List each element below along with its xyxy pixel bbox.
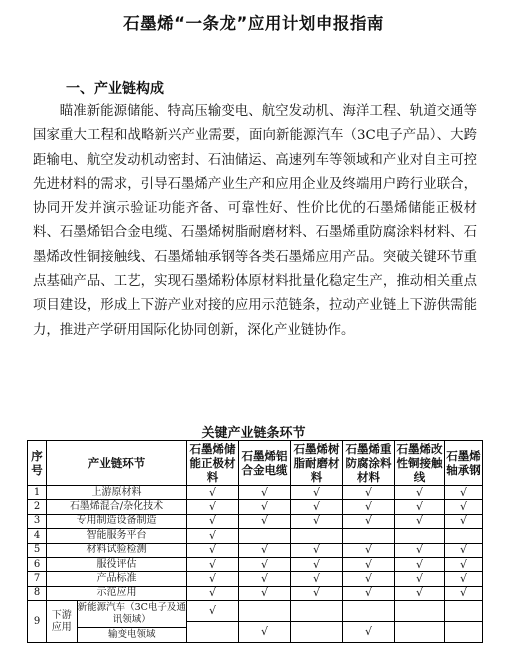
check-mark: √ bbox=[445, 514, 483, 528]
header-col-3: 石墨烯树脂耐磨材料 bbox=[291, 441, 343, 486]
check-mark bbox=[187, 622, 239, 643]
check-mark: √ bbox=[395, 572, 445, 586]
row-number: 3 bbox=[28, 514, 47, 528]
check-mark: √ bbox=[343, 514, 395, 528]
table-row bbox=[28, 514, 483, 528]
downstream-sub-label: 新能源汽车（3C电子及通讯领域） bbox=[77, 601, 186, 628]
check-mark: √ bbox=[395, 557, 445, 571]
check-mark: √ bbox=[343, 622, 395, 643]
check-mark: √ bbox=[187, 514, 239, 528]
check-mark: √ bbox=[343, 586, 395, 600]
table-row bbox=[28, 586, 483, 600]
row-number: 6 bbox=[28, 557, 47, 571]
check-mark: √ bbox=[291, 557, 343, 571]
row-number: 8 bbox=[28, 586, 47, 600]
check-mark: √ bbox=[395, 500, 445, 514]
check-mark: √ bbox=[291, 543, 343, 557]
body-paragraph: 瞄准新能源储能、特高压输变电、航空发动机、海洋工程、轨道交通等国家重大工程和战略新兴产业需要，面向新能源汽车（3C电子产品）、大跨距输电、航空发动机动密封、石油储运、高速列车等领域和产业对自主可控先进材料的需求，引导石墨烯产业生产和应用企业及终端用户跨行业联合，协同开发并演示验证功能齐备、可靠性好、性价比优的石墨烯储能正极材料、石墨烯铝合金电缆、石墨烯树脂耐磨材料、石墨烯重防腐涂料材料、石墨烯改性铜接触线、石墨烯轴承钢等各类石墨烯应用产品。突破关键环节重点基础产品、工艺，实现石墨烯粉体原材料批量化稳定生产，推动相关重点项目建设，形成上下游产业对接的应用示范链条，拉动产业链上下游供需能力，推进产学研用国际化协同创新，深化产业链协作。 bbox=[33, 104, 477, 338]
header-link: 产业链环节 bbox=[47, 441, 187, 486]
check-mark: √ bbox=[445, 543, 483, 557]
row-label: 服役评估 bbox=[47, 557, 187, 571]
header-col-4: 石墨烯重防腐涂料材料 bbox=[343, 441, 395, 486]
table-row bbox=[28, 529, 483, 543]
check-mark: √ bbox=[445, 557, 483, 571]
table-row bbox=[28, 543, 483, 557]
row-label: 材料试验检测 bbox=[47, 543, 187, 557]
check-mark: √ bbox=[187, 557, 239, 571]
check-mark: √ bbox=[187, 500, 239, 514]
table-row-downstream bbox=[28, 601, 483, 622]
table-caption: 关键产业链条环节 bbox=[201, 426, 306, 441]
check-mark: √ bbox=[187, 486, 239, 500]
check-mark: √ bbox=[343, 543, 395, 557]
check-mark: √ bbox=[187, 586, 239, 600]
check-mark: √ bbox=[239, 557, 291, 571]
downstream-split-cell bbox=[47, 601, 187, 643]
downstream-label: 下游应用 bbox=[47, 601, 77, 642]
check-mark: √ bbox=[343, 572, 395, 586]
check-mark: √ bbox=[187, 543, 239, 557]
check-mark: √ bbox=[343, 486, 395, 500]
table-row bbox=[28, 572, 483, 586]
check-mark: √ bbox=[445, 500, 483, 514]
check-mark: √ bbox=[291, 586, 343, 600]
check-mark bbox=[395, 622, 445, 643]
header-col-6: 石墨烯轴承钢 bbox=[445, 441, 483, 486]
check-mark bbox=[395, 601, 445, 622]
check-mark: √ bbox=[395, 586, 445, 600]
check-mark: √ bbox=[187, 601, 239, 622]
document-title: 石墨烯“一条龙”应用计划申报指南 bbox=[123, 14, 384, 33]
header-seq: 序号 bbox=[28, 441, 47, 486]
check-mark: √ bbox=[395, 543, 445, 557]
table-row bbox=[28, 557, 483, 571]
row-number: 9 bbox=[28, 601, 47, 643]
downstream-subtable bbox=[47, 601, 186, 642]
check-mark: √ bbox=[239, 622, 291, 643]
check-mark: √ bbox=[239, 586, 291, 600]
table-row bbox=[28, 500, 483, 514]
industry-chain-table bbox=[27, 440, 483, 643]
check-mark: √ bbox=[239, 543, 291, 557]
row-label: 智能服务平台 bbox=[47, 529, 187, 543]
check-mark: √ bbox=[445, 486, 483, 500]
header-col-5: 石墨烯改性铜接触线 bbox=[396, 442, 443, 484]
check-mark bbox=[239, 601, 291, 622]
check-mark bbox=[343, 529, 395, 543]
header-col-2: 石墨烯铝合金电缆 bbox=[239, 441, 291, 486]
check-mark: √ bbox=[291, 514, 343, 528]
row-number: 2 bbox=[28, 500, 47, 514]
check-mark bbox=[291, 622, 343, 643]
check-mark bbox=[239, 529, 291, 543]
row-number: 1 bbox=[28, 486, 47, 500]
row-number: 5 bbox=[28, 543, 47, 557]
check-mark: √ bbox=[187, 572, 239, 586]
check-mark: √ bbox=[445, 586, 483, 600]
check-mark: √ bbox=[395, 514, 445, 528]
check-mark: √ bbox=[291, 486, 343, 500]
table-header-row bbox=[28, 441, 483, 486]
check-mark: √ bbox=[445, 572, 483, 586]
check-mark bbox=[445, 529, 483, 543]
check-mark: √ bbox=[291, 500, 343, 514]
check-mark bbox=[291, 529, 343, 543]
row-number: 4 bbox=[28, 529, 47, 543]
check-mark: √ bbox=[239, 572, 291, 586]
row-label: 专用制造设备制造 bbox=[47, 514, 187, 528]
row-label: 示范应用 bbox=[47, 586, 187, 600]
check-mark: √ bbox=[239, 486, 291, 500]
downstream-sub-label: 输变电领域 bbox=[107, 629, 156, 641]
check-mark bbox=[291, 601, 343, 622]
row-label: 上游原材料 bbox=[47, 486, 187, 500]
header-col-1: 石墨烯储能正极材料 bbox=[187, 441, 239, 486]
check-mark: √ bbox=[239, 514, 291, 528]
check-mark bbox=[445, 601, 483, 622]
check-mark: √ bbox=[291, 572, 343, 586]
check-mark bbox=[395, 529, 445, 543]
check-mark: √ bbox=[343, 557, 395, 571]
row-label: 石墨烯混合/杂化技术 bbox=[47, 500, 187, 514]
check-mark bbox=[445, 622, 483, 643]
check-mark: √ bbox=[187, 529, 239, 543]
row-number: 7 bbox=[28, 572, 47, 586]
check-mark: √ bbox=[343, 500, 395, 514]
row-label: 产品标准 bbox=[47, 572, 187, 586]
check-mark bbox=[343, 601, 395, 622]
check-mark: √ bbox=[239, 500, 291, 514]
section-heading: 一、产业链构成 bbox=[66, 81, 164, 97]
check-mark: √ bbox=[395, 486, 445, 500]
table-row bbox=[28, 486, 483, 500]
